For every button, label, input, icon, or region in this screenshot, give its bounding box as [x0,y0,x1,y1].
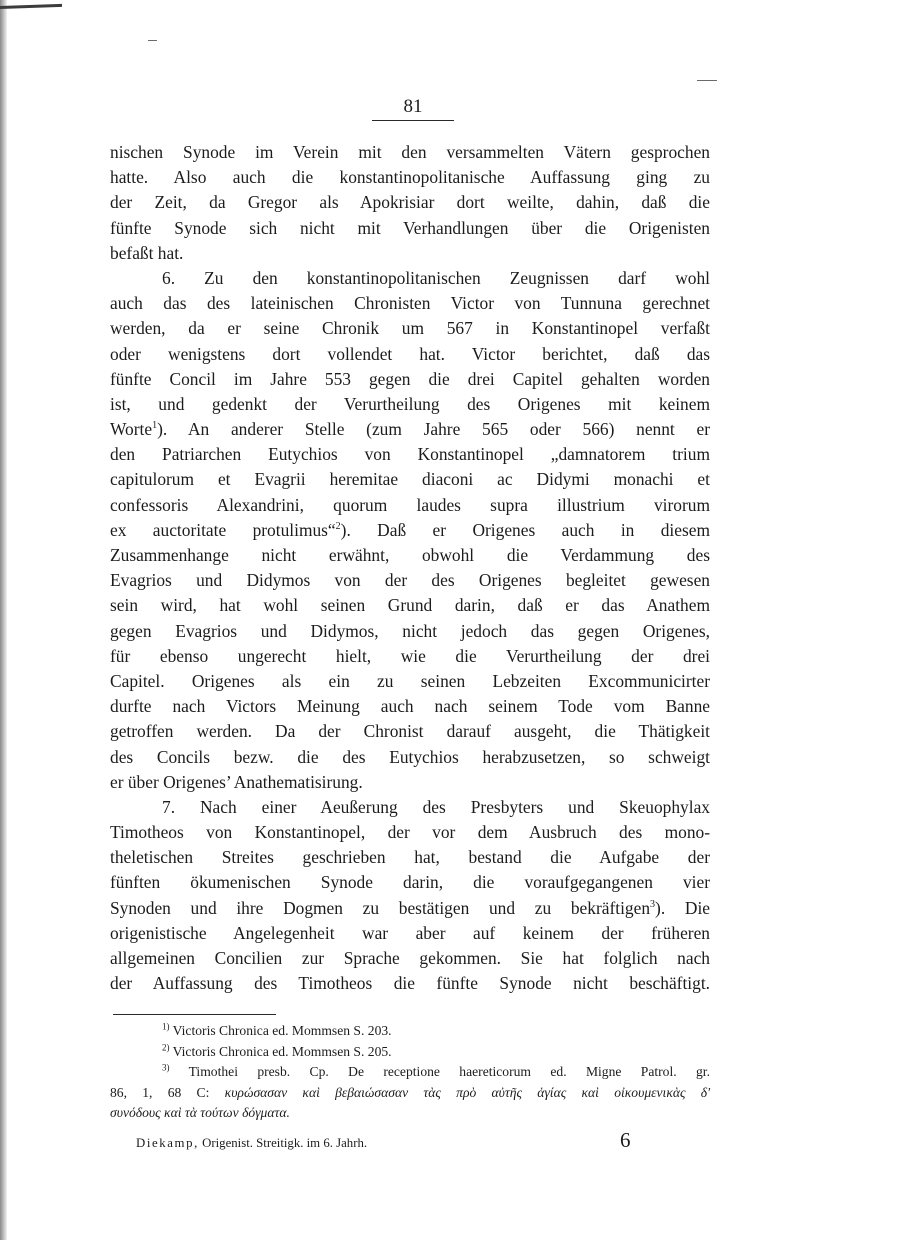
footnote-text: Victoris Chronica ed. Mommsen S. 205. [172,1043,392,1059]
text-line: confessoris Alexandrini, quorum laudes supra illustrium virorum [110,494,710,515]
text-line: auch das des lateinischen Chronisten Victor von Tunnuna gerechnet [110,293,710,314]
footnote-1 [110,1021,710,1042]
text-line: des Concils bezw. die des Eutychios herabzusetzen, so schweigt [110,746,710,767]
text-line: der Zeit, da Gregor als Apokrisiar dort weilte, dahin, daß die [110,192,710,213]
text-line-with-note [110,518,710,543]
footnote-text: Victoris Chronica ed. Mommsen S. 203. [172,1023,392,1038]
footnote-mark: 3) [162,1062,170,1073]
paragraph-start: 7. Nach einer Aeußerung des Presbyters und Skeuophylax [162,796,710,817]
text-line: capitulorum et Evagrii heremitae diaconi ac Didymi monachi et [110,469,710,490]
text-line: Timotheos von Konstantinopel, der vor dem Ausbruch des mono- [110,822,710,843]
text-line-with-note [110,417,710,442]
text-line: oder wenigstens dort vollendet hat. Victor berichtet, daß das [110,343,710,364]
text-line: er über Origenes’ Anathematisirung. [110,771,363,792]
footnote-3-continued [110,1083,710,1104]
text-segment: Synoden und ihre Dogmen zu bestätigen und zu bekräftigen [110,897,651,918]
footnotes [110,1021,710,1124]
text-line: fünfte Synode sich nicht mit Verhandlungen über die Origenisten [110,217,710,238]
scan-tick-mark [697,80,717,81]
text-segment: ). An anderer Stelle (zum Jahre 565 oder 566) nennt er [157,419,710,440]
text-line: werden, da er seine Chronik um 567 in Konstantinopel verfaßt [110,318,710,339]
signature-number: 6 [620,1128,631,1152]
text-line: der Auffassung des Timotheos die fünfte Synode nicht beschäftigt. [110,973,710,994]
footnote-3 [110,1062,710,1083]
footnote-2 [110,1042,710,1063]
footnote-text: Timothei presb. Cp. De receptione haereticorum ed. Migne Patrol. gr. [188,1064,710,1080]
footnote-text: 86, 1, 68 C: [110,1084,210,1100]
footnote-mark: 2) [162,1042,170,1053]
text-line: befaßt hat. [110,242,184,263]
text-line: Evagrios und Didymos von der des Origenes begleitet gewesen [110,570,710,591]
text-segment: ex auctoritate protulimus“ [110,519,336,540]
text-line: durfte nach Victors Meinung auch nach seinem Tode vom Banne [110,696,710,717]
text-line: fünften ökumenischen Synode darin, die voraufgegangenen vier [110,872,710,893]
signature-line [136,1134,367,1152]
text-line: ist, und gedenkt der Verurtheilung des Origenes mit keinem [110,393,710,414]
text-segment: Worte [110,419,153,440]
text-line: Zusammenhange nicht erwähnt, obwohl die Verdammung des [110,545,710,565]
footnote-separator [113,1014,276,1015]
text-line: fünfte Concil im Jahre 553 gegen die drei Capitel gehalten worden [110,368,710,389]
scan-edge-shadow [0,0,7,1240]
greek-quotation: κυρώσασαν καὶ βεβαιώσασαν τὰς πρὸ αὐτῆς ἁγίας καὶ οἰκουμενικὰς δ' [224,1084,710,1100]
text-line: getroffen werden. Da der Chronist darauf ausgeht, die Thätigkeit [110,721,710,742]
text-line: nischen Synode im Verein mit den versammelten Vätern gesprochen [110,142,710,162]
footnote-reference: 3 [650,898,656,910]
text-line: sein wird, hat wohl seinen Grund darin, daß er das Anathem [110,595,710,616]
body-text [110,140,710,996]
text-segment: ). Die [655,897,710,918]
text-line: theletischen Streites geschrieben hat, bestand die Aufgabe der [110,847,710,868]
signature-text: Origenist. Streitigk. im 6. Jahrh. [202,1136,368,1150]
greek-quotation: συνόδους καὶ τὰ τούτων δόγματα. [110,1105,290,1121]
footnote-reference: 2 [335,521,341,533]
text-line: origenistische Angelegenheit war aber auf keinem der früheren [110,922,710,943]
signature-author: Diekamp, [136,1136,199,1150]
text-line: den Patriarchen Eutychios von Konstantinopel „damnatorem trium [110,444,710,465]
footnote-reference: 1 [152,420,158,432]
page-number: 81 [372,96,454,121]
scan-tick-mark [148,40,157,41]
text-line: hatte. Also auch die konstantinopolitanische Auffassung ging zu [110,167,710,188]
text-line: Capitel. Origenes als ein zu seinen Lebzeiten Excommunicirter [110,670,710,691]
text-line: für ebenso ungerecht hielt, wie die Verurtheilung der drei [110,645,710,666]
text-segment: ). Daß er Origenes auch in diesem [340,519,710,540]
footnote-3-continued [110,1103,710,1124]
scan-corner-mark [0,4,62,9]
text-line: allgemeinen Concilien zur Sprache gekommen. Sie hat folglich nach [110,948,710,968]
text-line: gegen Evagrios und Didymos, nicht jedoch das gegen Origenes, [110,620,710,641]
text-line-with-note [110,896,710,921]
footnote-mark: 1) [162,1021,170,1032]
paragraph-start: 6. Zu den konstantinopolitanischen Zeugnissen darf wohl [162,267,710,288]
